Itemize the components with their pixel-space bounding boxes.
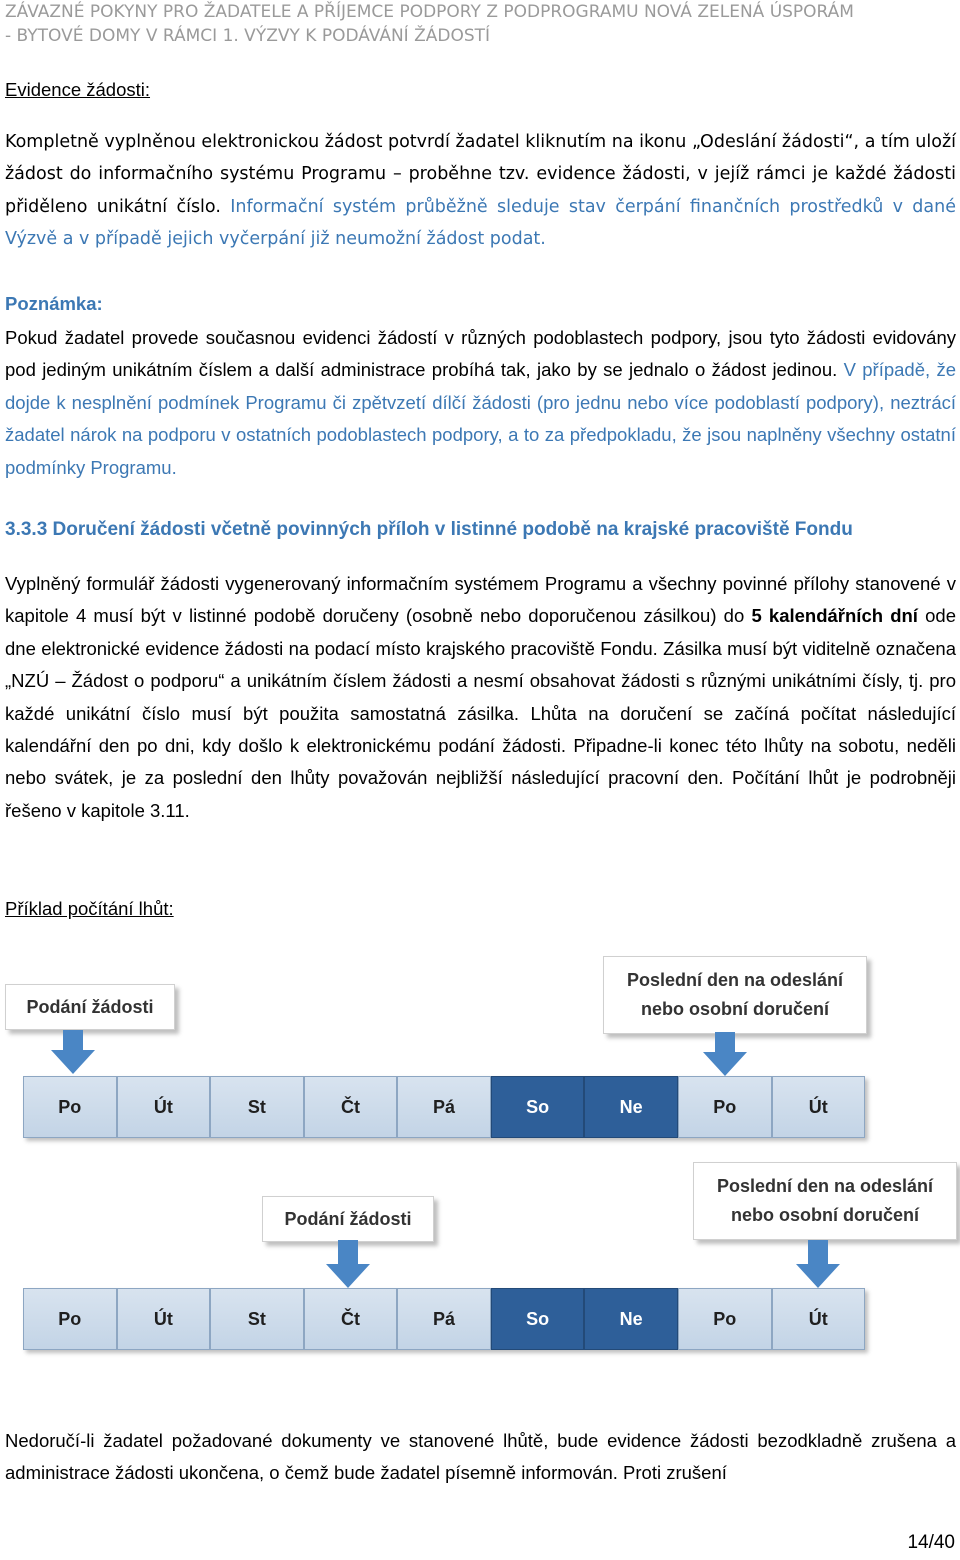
diagram1-end-label-2: nebo osobní doručení (641, 999, 829, 1019)
diagram2-day-st: St (210, 1288, 304, 1350)
diagram2-start-label: Podání žádosti (284, 1208, 412, 1229)
note-text-b: V případě, že dojde k nesplnění podmínek Programu či zpětvzetí dílčí žádosti (pro jednu nebo více podoblastí podpory), neztrácí žadatel nárok na podporu v ostatních podoblastech podpory, a to za předpokladu, že jsou naplněny všechny ostatní podmínky Programu. (5, 359, 957, 478)
note-paragraph (5, 322, 956, 484)
diagram2-end-callout (693, 1162, 957, 1240)
section-title: Doručení žádosti včetně povinných příloh v listinné podobě na krajské pracoviště Fondu (52, 519, 853, 540)
evidence-text-1: Kompletně vyplněnou elektronickou žádost potvrdí žadatel kliknutím na ikonu „Odeslání žádosti“, a tím uloží žádost do informačního systému Programu – proběhne tzv. evidence žádosti, v jejíž rámci je každé žádosti přiděleno unikátní číslo. (5, 132, 957, 217)
note-label: Poznámka: (5, 293, 103, 314)
diagram1-day-po: Po (23, 1076, 117, 1138)
diagram2-end-label-1: Poslední den na odeslání (716, 1176, 934, 1196)
diagram2-start-arrow-icon (326, 1240, 370, 1288)
document-header-line-2: - BYTOVÉ DOMY V RÁMCI 1. VÝZVY K PODÁVÁNÍ ŽÁDOSTÍ (5, 26, 491, 46)
note-text-a: Pokud žadatel provede současnou evidenci žádostí v různých podoblastech podpory, jsou tyto žádosti evidovány pod jediným unikátním číslem a další administrace probíhá tak, jako by se jednalo o žádost jedinou. (5, 327, 956, 381)
diagram2-day-ct: Čt (304, 1288, 398, 1350)
diagram1-end-arrow-icon (703, 1032, 747, 1076)
evidence-title: Evidence žádosti: (5, 79, 151, 100)
diagram2-end-label-2: nebo osobní doručení (731, 1205, 919, 1225)
diagram2-day-po: Po (23, 1288, 117, 1350)
section-heading (5, 516, 853, 544)
diagram2-end-arrow-icon (796, 1240, 840, 1288)
page-number: 14/40 (907, 1532, 955, 1553)
diagram2-day-ut: Út (117, 1288, 211, 1350)
diagram2-day-po-2: Po (678, 1288, 772, 1350)
section-text-bold: 5 kalendářních dní (751, 605, 918, 627)
diagram1-end-label-1: Poslední den na odeslání (626, 970, 844, 990)
diagram2-day-row (23, 1288, 865, 1350)
diagram1-start-arrow-icon (51, 1030, 95, 1074)
example-title: Příklad počítání lhůt: (5, 898, 174, 919)
diagram1-start-label: Podání žádosti (26, 996, 154, 1017)
diagram1-day-ct: Čt (304, 1076, 398, 1138)
section-text-after: ode dne elektronické evidence žádosti na podací místo krajského pracoviště Fondu. Zásilka musí být viditelně označena „NZÚ – Žádost o podporu“ a unikátním číslem žádosti a nesmí obsahovat žádosti s různými unikátními čísly, tj. pro každé unikátní číslo musí být použita samostatná zásilka. Lhůta na doručení se začíná počítat následující kalendářní den po dni, kdy došlo k elektronickému podání žádosti. Připadne-li konec této lhůty na sobotu, neděli nebo svátek, je za poslední den lhůty považován nejbližší následující pracovní den. Počítání lhůt je podrobněji řešeno v kapitole 3.11. (5, 605, 957, 821)
diagram2-day-pa: Pá (397, 1288, 491, 1350)
section-text-before: Vyplněný formulář žádosti vygenerovaný informačním systémem Programu a všechny povinné přílohy stanovené v kapitole 4 musí být v listinné podobě doručeny (osobně nebo doporučenou zásilkou) do (5, 573, 956, 627)
document-header-line-1: ZÁVAZNÉ POKYNY PRO ŽADATELE A PŘÍJEMCE PODPORY Z PODPROGRAMU NOVÁ ZELENÁ ÚSPORÁM (5, 2, 854, 22)
diagram2-day-so: So (491, 1288, 585, 1350)
evidence-paragraph (5, 126, 956, 256)
diagram1-day-ut: Út (117, 1076, 211, 1138)
diagram2-day-ut-2: Út (772, 1288, 866, 1350)
diagram1-start-callout (5, 984, 175, 1030)
section-number: 3.3.3 (5, 519, 48, 540)
diagram1-day-ne: Ne (584, 1076, 678, 1138)
diagram1-day-row (23, 1076, 865, 1138)
section-paragraph (5, 568, 956, 827)
diagram1-day-po-2: Po (678, 1076, 772, 1138)
diagram1-day-st: St (210, 1076, 304, 1138)
diagram2-start-callout (262, 1196, 434, 1242)
diagram2-day-ne: Ne (584, 1288, 678, 1350)
diagram1-day-ut-2: Út (772, 1076, 866, 1138)
diagram1-end-callout (603, 956, 867, 1034)
closing-paragraph: Nedoručí-li žadatel požadované dokumenty ve stanovené lhůtě, bude evidence žádosti bezodkladně zrušena a administrace žádosti ukončena, o čemž bude žadatel písemně informován. Proti zrušení (5, 1430, 956, 1484)
diagram1-day-pa: Pá (397, 1076, 491, 1138)
evidence-text-2: Informační systém průběžně sleduje stav čerpání finančních prostředků v dané Výzvě a v případě jejich vyčerpání již neumožní žádost podat. (5, 196, 956, 250)
diagram1-day-so: So (491, 1076, 585, 1138)
